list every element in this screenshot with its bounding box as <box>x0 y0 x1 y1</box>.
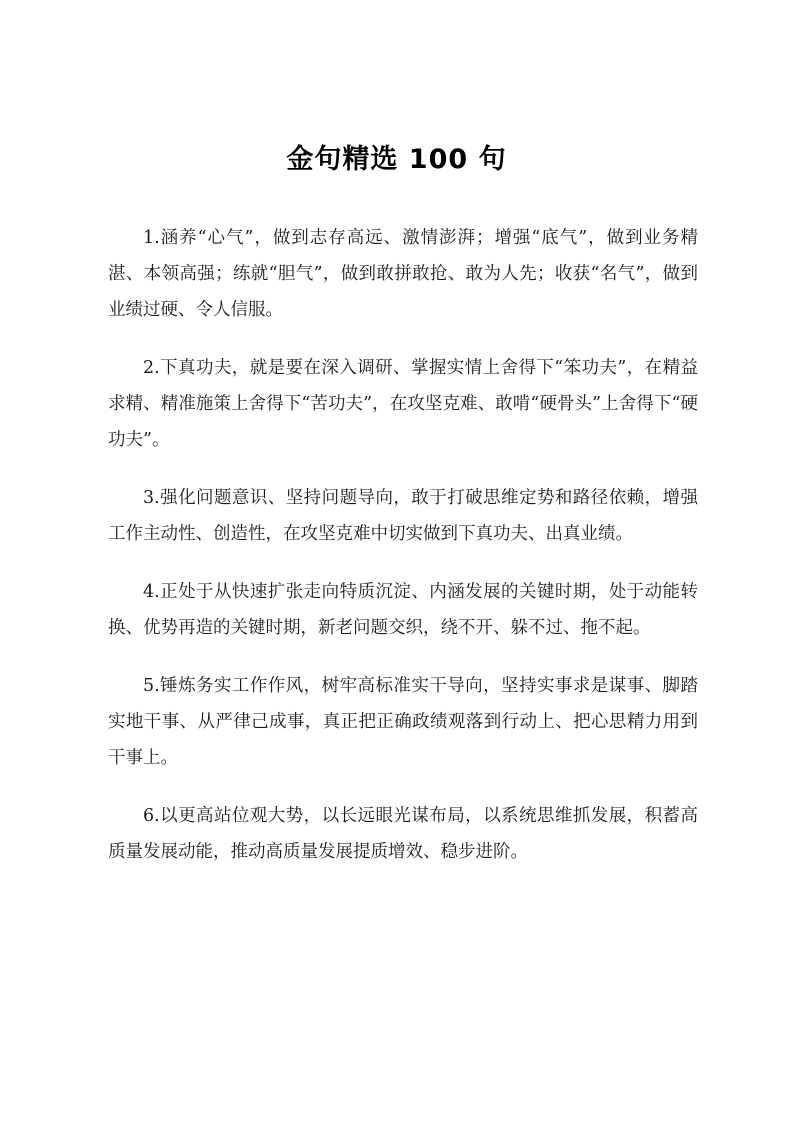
paragraph-2: 2.下真功夫，就是要在深入调研、掌握实情上舍得下“笨功夫”，在精益求精、精准施策上舍得下“苦功夫”，在攻坚克难、敢啃“硬骨头”上舍得下“硬功夫”。 <box>108 358 698 450</box>
paragraph-5: 5.锤炼务实工作作风，树牢高标准实干导向，坚持实事求是谋事、脚踏实地干事、从严律己成事，真正把正确政绩观落到行动上、把心思精力用到干事上。 <box>108 676 698 768</box>
paragraph-4: 4.正处于从快速扩张走向特质沉淀、内涵发展的关键时期，处于动能转换、优势再造的关键时期，新老问题交织，绕不开、躲不过、拖不起。 <box>108 582 698 638</box>
paragraph-3: 3.强化问题意识、坚持问题导向，敢于打破思维定势和路径依赖，增强工作主动性、创造性，在攻坚克难中切实做到下真功夫、出真业绩。 <box>108 488 698 544</box>
paragraph-1: 1.涵养“心气”，做到志存高远、激情澎湃；增强“底气”，做到业务精湛、本领高强；练就“胆气”，做到敢拼敢抢、敢为人先；收获“名气”，做到业绩过硬、令人信服。 <box>108 228 698 320</box>
document-body <box>108 220 698 892</box>
document-title: 金句精选 100 句 <box>286 144 507 175</box>
paragraph-6: 6.以更高站位观大势，以长远眼光谋布局，以系统思维抓发展，积蓄高质量发展动能，推动高质量发展提质增效、稳步进阶。 <box>108 806 698 862</box>
